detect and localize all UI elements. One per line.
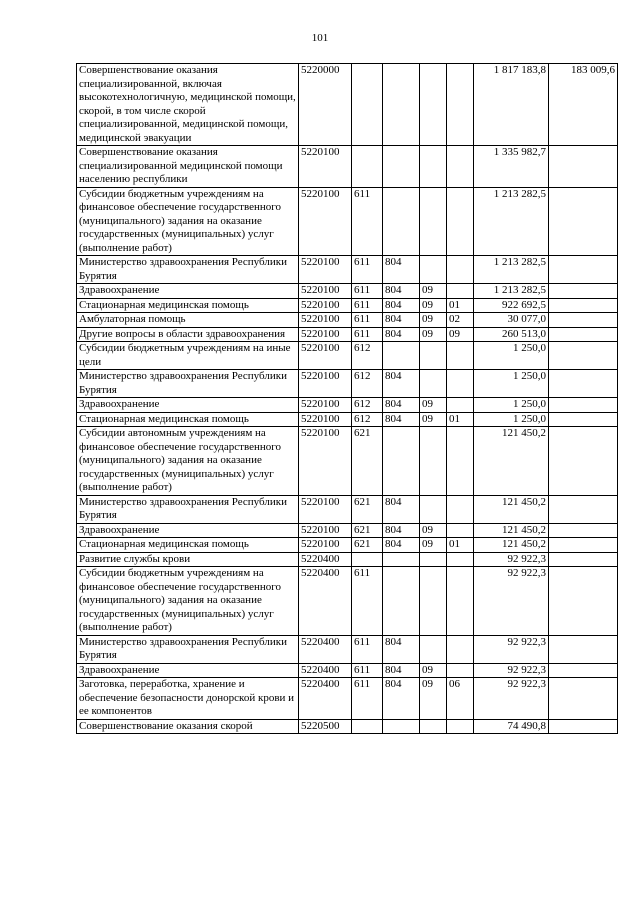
amount-cell: 92 922,3 bbox=[474, 663, 549, 678]
target-code-cell: 5220500 bbox=[299, 719, 352, 734]
table-row bbox=[77, 342, 618, 370]
table-row bbox=[77, 146, 618, 188]
section-code-cell bbox=[420, 370, 447, 398]
row-name-cell: Амбулаторная помощь bbox=[77, 313, 299, 328]
expense-type-cell: 611 bbox=[352, 313, 383, 328]
subsection-code-cell bbox=[447, 146, 474, 188]
amount-extra-cell bbox=[549, 635, 618, 663]
table-row bbox=[77, 427, 618, 496]
table-row bbox=[77, 538, 618, 553]
target-code-cell: 5220100 bbox=[299, 256, 352, 284]
subsection-code-cell bbox=[447, 256, 474, 284]
amount-extra-cell bbox=[549, 523, 618, 538]
target-code-cell: 5220400 bbox=[299, 678, 352, 720]
row-name-cell: Заготовка, переработка, хранение и обеспечение безопасности донорской крови и ее компонентов bbox=[77, 678, 299, 720]
amount-extra-cell bbox=[549, 256, 618, 284]
amount-extra-cell bbox=[549, 284, 618, 299]
amount-cell: 74 490,8 bbox=[474, 719, 549, 734]
ministry-code-cell: 804 bbox=[383, 398, 420, 413]
amount-cell: 260 513,0 bbox=[474, 327, 549, 342]
section-code-cell: 09 bbox=[420, 663, 447, 678]
subsection-code-cell bbox=[447, 523, 474, 538]
amount-cell: 922 692,5 bbox=[474, 298, 549, 313]
expense-type-cell: 611 bbox=[352, 663, 383, 678]
section-code-cell bbox=[420, 552, 447, 567]
amount-extra-cell bbox=[549, 719, 618, 734]
table-row bbox=[77, 313, 618, 328]
target-code-cell: 5220400 bbox=[299, 567, 352, 636]
section-code-cell bbox=[420, 256, 447, 284]
table-row bbox=[77, 635, 618, 663]
section-code-cell: 09 bbox=[420, 313, 447, 328]
subsection-code-cell bbox=[447, 635, 474, 663]
amount-cell: 92 922,3 bbox=[474, 678, 549, 720]
target-code-cell: 5220100 bbox=[299, 342, 352, 370]
ministry-code-cell: 804 bbox=[383, 678, 420, 720]
ministry-code-cell: 804 bbox=[383, 663, 420, 678]
table-row bbox=[77, 284, 618, 299]
section-code-cell bbox=[420, 495, 447, 523]
section-code-cell: 09 bbox=[420, 678, 447, 720]
row-name-cell: Министерство здравоохранения Республики Бурятия bbox=[77, 495, 299, 523]
ministry-code-cell bbox=[383, 342, 420, 370]
ministry-code-cell: 804 bbox=[383, 313, 420, 328]
target-code-cell: 5220100 bbox=[299, 370, 352, 398]
amount-cell: 92 922,3 bbox=[474, 552, 549, 567]
table-row bbox=[77, 567, 618, 636]
expense-type-cell bbox=[352, 64, 383, 146]
target-code-cell: 5220100 bbox=[299, 313, 352, 328]
section-code-cell: 09 bbox=[420, 523, 447, 538]
amount-extra-cell bbox=[549, 552, 618, 567]
row-name-cell: Здравоохранение bbox=[77, 284, 299, 299]
amount-extra-cell bbox=[549, 495, 618, 523]
ministry-code-cell bbox=[383, 146, 420, 188]
subsection-code-cell: 06 bbox=[447, 678, 474, 720]
target-code-cell: 5220400 bbox=[299, 635, 352, 663]
subsection-code-cell: 01 bbox=[447, 412, 474, 427]
subsection-code-cell bbox=[447, 567, 474, 636]
subsection-code-cell bbox=[447, 663, 474, 678]
table-row bbox=[77, 412, 618, 427]
expense-type-cell: 611 bbox=[352, 187, 383, 256]
ministry-code-cell bbox=[383, 552, 420, 567]
ministry-code-cell: 804 bbox=[383, 523, 420, 538]
subsection-code-cell: 09 bbox=[447, 327, 474, 342]
expense-type-cell bbox=[352, 719, 383, 734]
subsection-code-cell bbox=[447, 187, 474, 256]
table-row bbox=[77, 678, 618, 720]
subsection-code-cell bbox=[447, 342, 474, 370]
table-row bbox=[77, 523, 618, 538]
table-row bbox=[77, 64, 618, 146]
amount-extra-cell: 183 009,6 bbox=[549, 64, 618, 146]
target-code-cell: 5220100 bbox=[299, 146, 352, 188]
expense-type-cell: 621 bbox=[352, 523, 383, 538]
amount-extra-cell bbox=[549, 370, 618, 398]
row-name-cell: Министерство здравоохранения Республики Бурятия bbox=[77, 256, 299, 284]
section-code-cell: 09 bbox=[420, 538, 447, 553]
row-name-cell: Министерство здравоохранения Республики Бурятия bbox=[77, 635, 299, 663]
amount-extra-cell bbox=[549, 398, 618, 413]
ministry-code-cell: 804 bbox=[383, 412, 420, 427]
ministry-code-cell bbox=[383, 187, 420, 256]
section-code-cell bbox=[420, 567, 447, 636]
target-code-cell: 5220400 bbox=[299, 663, 352, 678]
expense-type-cell: 611 bbox=[352, 635, 383, 663]
section-code-cell bbox=[420, 342, 447, 370]
subsection-code-cell bbox=[447, 719, 474, 734]
section-code-cell bbox=[420, 635, 447, 663]
row-name-cell: Здравоохранение bbox=[77, 398, 299, 413]
table-row bbox=[77, 327, 618, 342]
section-code-cell: 09 bbox=[420, 412, 447, 427]
section-code-cell bbox=[420, 187, 447, 256]
amount-cell: 1 213 282,5 bbox=[474, 256, 549, 284]
expense-type-cell: 612 bbox=[352, 342, 383, 370]
amount-cell: 1 335 982,7 bbox=[474, 146, 549, 188]
amount-cell: 121 450,2 bbox=[474, 538, 549, 553]
expense-type-cell: 612 bbox=[352, 412, 383, 427]
expense-type-cell: 611 bbox=[352, 678, 383, 720]
subsection-code-cell: 01 bbox=[447, 538, 474, 553]
amount-extra-cell bbox=[549, 313, 618, 328]
subsection-code-cell: 01 bbox=[447, 298, 474, 313]
ministry-code-cell bbox=[383, 567, 420, 636]
amount-cell: 1 817 183,8 bbox=[474, 64, 549, 146]
target-code-cell: 5220100 bbox=[299, 327, 352, 342]
row-name-cell: Развитие службы крови bbox=[77, 552, 299, 567]
amount-cell: 121 450,2 bbox=[474, 427, 549, 496]
row-name-cell: Здравоохранение bbox=[77, 663, 299, 678]
section-code-cell: 09 bbox=[420, 298, 447, 313]
row-name-cell: Стационарная медицинская помощь bbox=[77, 298, 299, 313]
ministry-code-cell: 804 bbox=[383, 327, 420, 342]
expense-type-cell bbox=[352, 146, 383, 188]
row-name-cell: Совершенствование оказания специализированной медицинской помощи населению республики bbox=[77, 146, 299, 188]
row-name-cell: Стационарная медицинская помощь bbox=[77, 538, 299, 553]
row-name-cell: Совершенствование оказания специализированной, включая высокотехнологичную, медицинской помощи, скорой, в том числе скорой специализированной, медицинской помощи, медицинской эвакуации bbox=[77, 64, 299, 146]
section-code-cell: 09 bbox=[420, 327, 447, 342]
ministry-code-cell bbox=[383, 427, 420, 496]
page-number: 101 bbox=[311, 32, 329, 44]
amount-cell: 92 922,3 bbox=[474, 567, 549, 636]
amount-extra-cell bbox=[549, 327, 618, 342]
target-code-cell: 5220100 bbox=[299, 398, 352, 413]
amount-cell: 30 077,0 bbox=[474, 313, 549, 328]
row-name-cell: Субсидии бюджетным учреждениям на финансовое обеспечение государственного (муниципального) задания на оказание государственных (муниципальных) услуг (выполнение работ) bbox=[77, 567, 299, 636]
row-name-cell: Совершенствование оказания скорой bbox=[77, 719, 299, 734]
amount-cell: 92 922,3 bbox=[474, 635, 549, 663]
amount-extra-cell bbox=[549, 146, 618, 188]
amount-cell: 1 250,0 bbox=[474, 412, 549, 427]
subsection-code-cell bbox=[447, 398, 474, 413]
expense-type-cell: 611 bbox=[352, 284, 383, 299]
amount-cell: 121 450,2 bbox=[474, 523, 549, 538]
amount-cell: 121 450,2 bbox=[474, 495, 549, 523]
table-row bbox=[77, 495, 618, 523]
expense-type-cell: 621 bbox=[352, 538, 383, 553]
subsection-code-cell bbox=[447, 495, 474, 523]
amount-cell: 1 250,0 bbox=[474, 398, 549, 413]
section-code-cell: 09 bbox=[420, 398, 447, 413]
target-code-cell: 5220100 bbox=[299, 538, 352, 553]
table-row bbox=[77, 187, 618, 256]
ministry-code-cell bbox=[383, 719, 420, 734]
expense-type-cell bbox=[352, 552, 383, 567]
amount-extra-cell bbox=[549, 427, 618, 496]
table-row bbox=[77, 663, 618, 678]
amount-extra-cell bbox=[549, 187, 618, 256]
expense-type-cell: 612 bbox=[352, 398, 383, 413]
ministry-code-cell: 804 bbox=[383, 298, 420, 313]
subsection-code-cell bbox=[447, 370, 474, 398]
subsection-code-cell bbox=[447, 552, 474, 567]
amount-extra-cell bbox=[549, 538, 618, 553]
amount-cell: 1 213 282,5 bbox=[474, 187, 549, 256]
expense-type-cell: 621 bbox=[352, 427, 383, 496]
section-code-cell bbox=[420, 427, 447, 496]
expense-type-cell: 612 bbox=[352, 370, 383, 398]
target-code-cell: 5220400 bbox=[299, 552, 352, 567]
target-code-cell: 5220100 bbox=[299, 427, 352, 496]
row-name-cell: Субсидии автономным учреждениям на финансовое обеспечение государственного (муниципального) задания на оказание государственных (муниципальных) услуг (выполнение работ) bbox=[77, 427, 299, 496]
amount-cell: 1 250,0 bbox=[474, 342, 549, 370]
row-name-cell: Субсидии бюджетным учреждениям на финансовое обеспечение государственного (муниципального) задания на оказание государственных (муниципальных) услуг (выполнение работ) bbox=[77, 187, 299, 256]
ministry-code-cell: 804 bbox=[383, 538, 420, 553]
ministry-code-cell: 804 bbox=[383, 635, 420, 663]
target-code-cell: 5220100 bbox=[299, 187, 352, 256]
amount-extra-cell bbox=[549, 663, 618, 678]
target-code-cell: 5220100 bbox=[299, 298, 352, 313]
row-name-cell: Министерство здравоохранения Республики Бурятия bbox=[77, 370, 299, 398]
expense-type-cell: 611 bbox=[352, 567, 383, 636]
table-row bbox=[77, 552, 618, 567]
table-row bbox=[77, 298, 618, 313]
amount-extra-cell bbox=[549, 412, 618, 427]
expense-type-cell: 611 bbox=[352, 327, 383, 342]
section-code-cell bbox=[420, 146, 447, 188]
amount-extra-cell bbox=[549, 567, 618, 636]
budget-table bbox=[76, 63, 618, 734]
expense-type-cell: 621 bbox=[352, 495, 383, 523]
target-code-cell: 5220100 bbox=[299, 412, 352, 427]
ministry-code-cell: 804 bbox=[383, 495, 420, 523]
subsection-code-cell bbox=[447, 64, 474, 146]
expense-type-cell: 611 bbox=[352, 256, 383, 284]
table-row bbox=[77, 719, 618, 734]
row-name-cell: Субсидии бюджетным учреждениям на иные цели bbox=[77, 342, 299, 370]
amount-extra-cell bbox=[549, 298, 618, 313]
target-code-cell: 5220100 bbox=[299, 284, 352, 299]
subsection-code-cell bbox=[447, 284, 474, 299]
table-row bbox=[77, 370, 618, 398]
subsection-code-cell bbox=[447, 427, 474, 496]
table-row bbox=[77, 256, 618, 284]
target-code-cell: 5220000 bbox=[299, 64, 352, 146]
row-name-cell: Здравоохранение bbox=[77, 523, 299, 538]
expense-type-cell: 611 bbox=[352, 298, 383, 313]
subsection-code-cell: 02 bbox=[447, 313, 474, 328]
amount-extra-cell bbox=[549, 678, 618, 720]
row-name-cell: Стационарная медицинская помощь bbox=[77, 412, 299, 427]
target-code-cell: 5220100 bbox=[299, 495, 352, 523]
target-code-cell: 5220100 bbox=[299, 523, 352, 538]
amount-cell: 1 250,0 bbox=[474, 370, 549, 398]
ministry-code-cell: 804 bbox=[383, 370, 420, 398]
amount-extra-cell bbox=[549, 342, 618, 370]
ministry-code-cell bbox=[383, 64, 420, 146]
section-code-cell bbox=[420, 719, 447, 734]
section-code-cell bbox=[420, 64, 447, 146]
row-name-cell: Другие вопросы в области здравоохранения bbox=[77, 327, 299, 342]
ministry-code-cell: 804 bbox=[383, 284, 420, 299]
section-code-cell: 09 bbox=[420, 284, 447, 299]
ministry-code-cell: 804 bbox=[383, 256, 420, 284]
amount-cell: 1 213 282,5 bbox=[474, 284, 549, 299]
table-row bbox=[77, 398, 618, 413]
